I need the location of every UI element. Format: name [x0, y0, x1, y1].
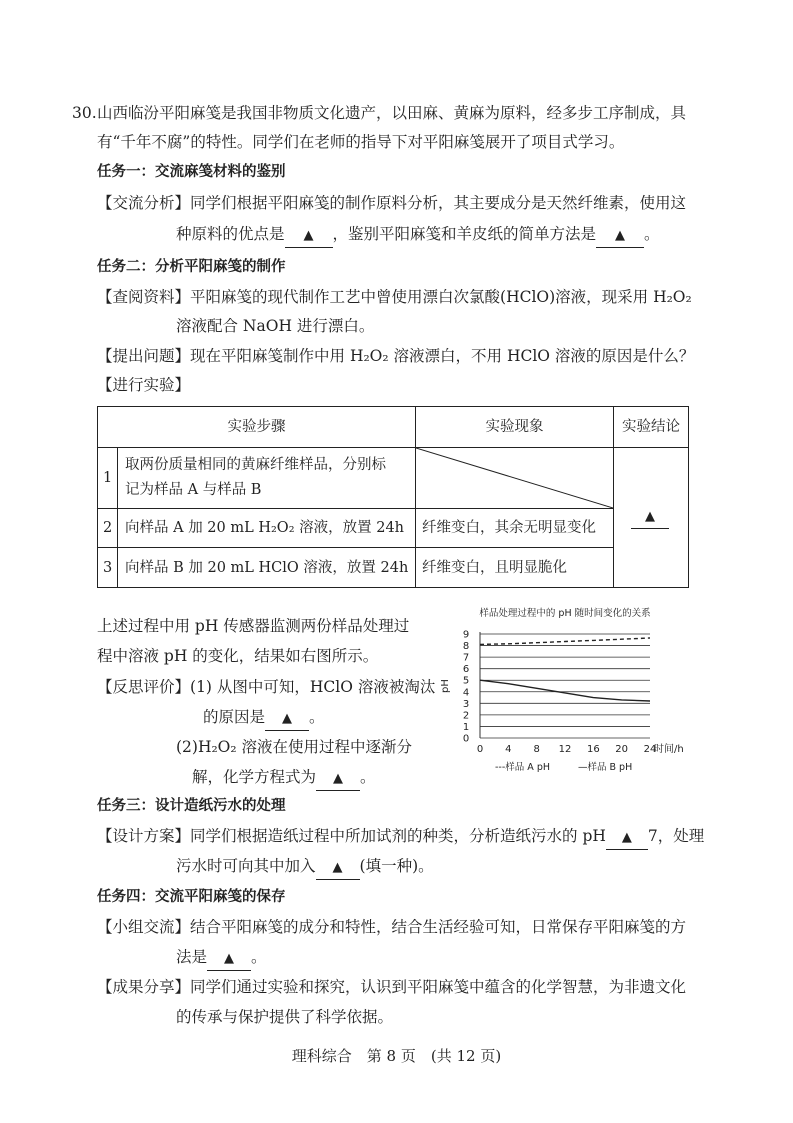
y-tick-label: 2: [462, 710, 470, 722]
task4-group-row2: [176, 946, 267, 971]
x-tick-label: 24: [643, 744, 657, 755]
y-tick-label: 5: [462, 675, 470, 687]
y-tick-label: 7: [462, 652, 470, 664]
row1-step-line2: 记为样品 A 与样品 B: [125, 482, 262, 498]
legend-series-a: ---样品 A pH: [495, 762, 550, 773]
row2-phenomenon: 纤维变白，其余无明显变化: [422, 520, 596, 536]
answer-blank-1[interactable]: [285, 223, 333, 248]
row-number: 3: [103, 560, 113, 576]
task4-share-line2: 的传承与保护提供了科学依据。: [176, 1008, 394, 1026]
task3-line2-b: (填一种)。: [359, 857, 434, 875]
legend-series-b: —样品 B pH: [578, 762, 633, 773]
y-tick-label: 6: [462, 664, 470, 676]
reflection-q2-line2: [192, 766, 376, 791]
reflection-q1-b: 。: [309, 708, 325, 726]
reflection-row1: [97, 676, 435, 698]
task2-experiment-tag: 【进行实验】: [97, 376, 191, 394]
task4-group-b: 。: [251, 948, 267, 966]
task3-row1: [97, 825, 704, 850]
reflection-tag: 【反思评价】: [97, 678, 191, 696]
y-tick-label: 0: [462, 733, 470, 745]
row3-phenomenon: 纤维变白，且明显脆化: [422, 560, 567, 576]
task1-title: 任务一：交流麻笺材料的鉴别: [97, 164, 286, 180]
x-tick-label: 20: [615, 744, 629, 755]
chart-title: 样品处理过程中的 pH 随时间变化的关系: [479, 608, 651, 619]
task3-line2-a: 污水时可向其中加入: [176, 857, 316, 875]
table-header-conclusion: 实验结论: [622, 419, 680, 435]
triangle-icon: ▲: [621, 830, 632, 845]
conclusion-blank[interactable]: [631, 505, 669, 529]
series-a-line: [480, 638, 650, 644]
monitor-line-2: 程中溶液 pH 的变化，结果如右图所示。: [97, 647, 379, 665]
row2-step: 向样品 A 加 20 mL H₂O₂ 溶液，放置 24h: [125, 520, 405, 536]
task4-group-line1: 结合平阳麻笺的成分和特性，结合生活经验可知，日常保存平阳麻笺的方: [190, 918, 687, 936]
reflection-q1-a: 的原因是: [203, 708, 266, 726]
x-tick-label: 12: [558, 744, 572, 755]
triangle-icon: ▲: [615, 228, 626, 243]
x-tick-label: 0: [476, 744, 484, 755]
answer-blank-6[interactable]: [316, 855, 360, 880]
answer-blank-5[interactable]: [606, 825, 648, 850]
answer-blank-3[interactable]: [265, 706, 309, 731]
task2-question-tag: 【提出问题】: [97, 347, 191, 365]
row-number: 2: [103, 520, 113, 536]
question-number: 30.: [72, 104, 97, 122]
task3-title: 任务三：设计造纸污水的处理: [97, 798, 286, 814]
task2-title: 任务二：分析平阳麻笺的制作: [97, 259, 286, 275]
row-number: 1: [103, 470, 113, 486]
reflection-q1-line1: (1) 从图中可知，HClO 溶液被淘汰: [190, 678, 436, 696]
intro-line-1: 山西临汾平阳麻笺是我国非物质文化遗产，以田麻、黄麻为原料，经多步工序制成，具: [97, 104, 687, 122]
task4-share-row1: [97, 976, 686, 998]
task4-title: 任务四：交流平阳麻笺的保存: [97, 889, 286, 905]
task4-share-tag: 【成果分享】: [97, 978, 191, 996]
task1-row2: [176, 223, 660, 248]
task1-line1: 同学们根据平阳麻笺的制作原料分析，其主要成分是天然纤维素，使用这: [190, 194, 687, 212]
y-tick-label: 8: [462, 641, 470, 653]
empty-cell-diagonal: [416, 448, 613, 508]
triangle-icon: ▲: [333, 771, 344, 786]
intro-line-2: 有“千年不腐”的特性。同学们在老师的指导下对平阳麻笺展开了项目式学习。: [97, 133, 625, 151]
task3-tag: 【设计方案】: [97, 827, 191, 845]
reflection-q2-line1: (2)H₂O₂ 溶液在使用过程中逐渐分: [176, 738, 413, 756]
reflection-q2-a: 解，化学方程式为: [192, 768, 317, 786]
y-tick-label: 9: [462, 629, 470, 641]
task2-question-text: 现在平阳麻笺制作中用 H₂O₂ 溶液漂白，不用 HClO 溶液的原因是什么？: [190, 347, 695, 365]
triangle-icon: ▲: [224, 951, 235, 966]
y-tick-label: 4: [462, 687, 470, 699]
series-b-line: [480, 680, 650, 701]
table-header-phenomenon: 实验现象: [485, 419, 544, 435]
task4-group-a: 法是: [176, 948, 208, 966]
reflection-q2-b: 。: [360, 768, 376, 786]
task3-row2: [176, 855, 434, 880]
triangle-icon: ▲: [282, 711, 293, 726]
reflection-q1-line2: [203, 706, 325, 731]
x-tick-label: 16: [586, 744, 600, 755]
page-footer: 理科综合 第 8 页 (共 12 页): [291, 1047, 502, 1065]
triangle-icon: ▲: [303, 228, 314, 243]
task3-line1-b: 7，处理: [647, 827, 705, 845]
triangle-icon: ▲: [332, 860, 343, 875]
ph-chart-svg: [440, 600, 690, 780]
y-axis-label: pH: [440, 679, 451, 693]
triangle-icon: ▲: [645, 509, 655, 524]
task1-line2-c: 。: [644, 225, 660, 243]
answer-blank-4[interactable]: [316, 766, 360, 791]
task2-info-tag: 【查阅资料】: [97, 288, 191, 306]
task3-line1-a: 同学们根据造纸过程中所加试剂的种类，分析造纸污水的 pH: [190, 827, 606, 845]
x-axis-label: 时间/h: [654, 744, 684, 755]
x-tick-label: 4: [505, 744, 512, 755]
task4-group-row1: [97, 916, 686, 938]
answer-blank-2[interactable]: [596, 223, 644, 248]
task2-info-line1: 平阳麻笺的现代制作工艺中曾使用漂白次氯酸(HClO)溶液，现采用 H₂O₂: [190, 288, 692, 306]
y-tick-label: 1: [462, 721, 470, 733]
ph-chart: [440, 600, 690, 780]
row3-step: 向样品 B 加 20 mL HClO 溶液，放置 24h: [125, 560, 409, 576]
experiment-table: [97, 406, 689, 588]
task1-line2-b: ，鉴别平阳麻笺和羊皮纸的简单方法是: [332, 225, 597, 243]
task4-group-tag: 【小组交流】: [97, 918, 191, 936]
task1-line2-a: 种原料的优点是: [176, 225, 285, 243]
table-header-steps: 实验步骤: [227, 419, 286, 435]
task1-tag: 【交流分析】: [97, 194, 191, 212]
y-tick-label: 3: [462, 698, 470, 710]
row1-step-line1: 取两份质量相同的黄麻纤维样品，分别标: [125, 457, 386, 473]
task1-row1: [97, 192, 686, 214]
answer-blank-7[interactable]: [207, 946, 251, 971]
task2-question-row: [97, 345, 694, 367]
x-tick-label: 8: [533, 744, 540, 755]
task4-share-line1: 同学们通过实验和探究，认识到平阳麻笺中蕴含的化学智慧，为非遗文化: [190, 978, 687, 996]
task2-info-row1: [97, 286, 692, 308]
task2-info-line2: 溶液配合 NaOH 进行漂白。: [176, 317, 375, 335]
monitor-line-1: 上述过程中用 pH 传感器监测两份样品处理过: [97, 617, 410, 635]
